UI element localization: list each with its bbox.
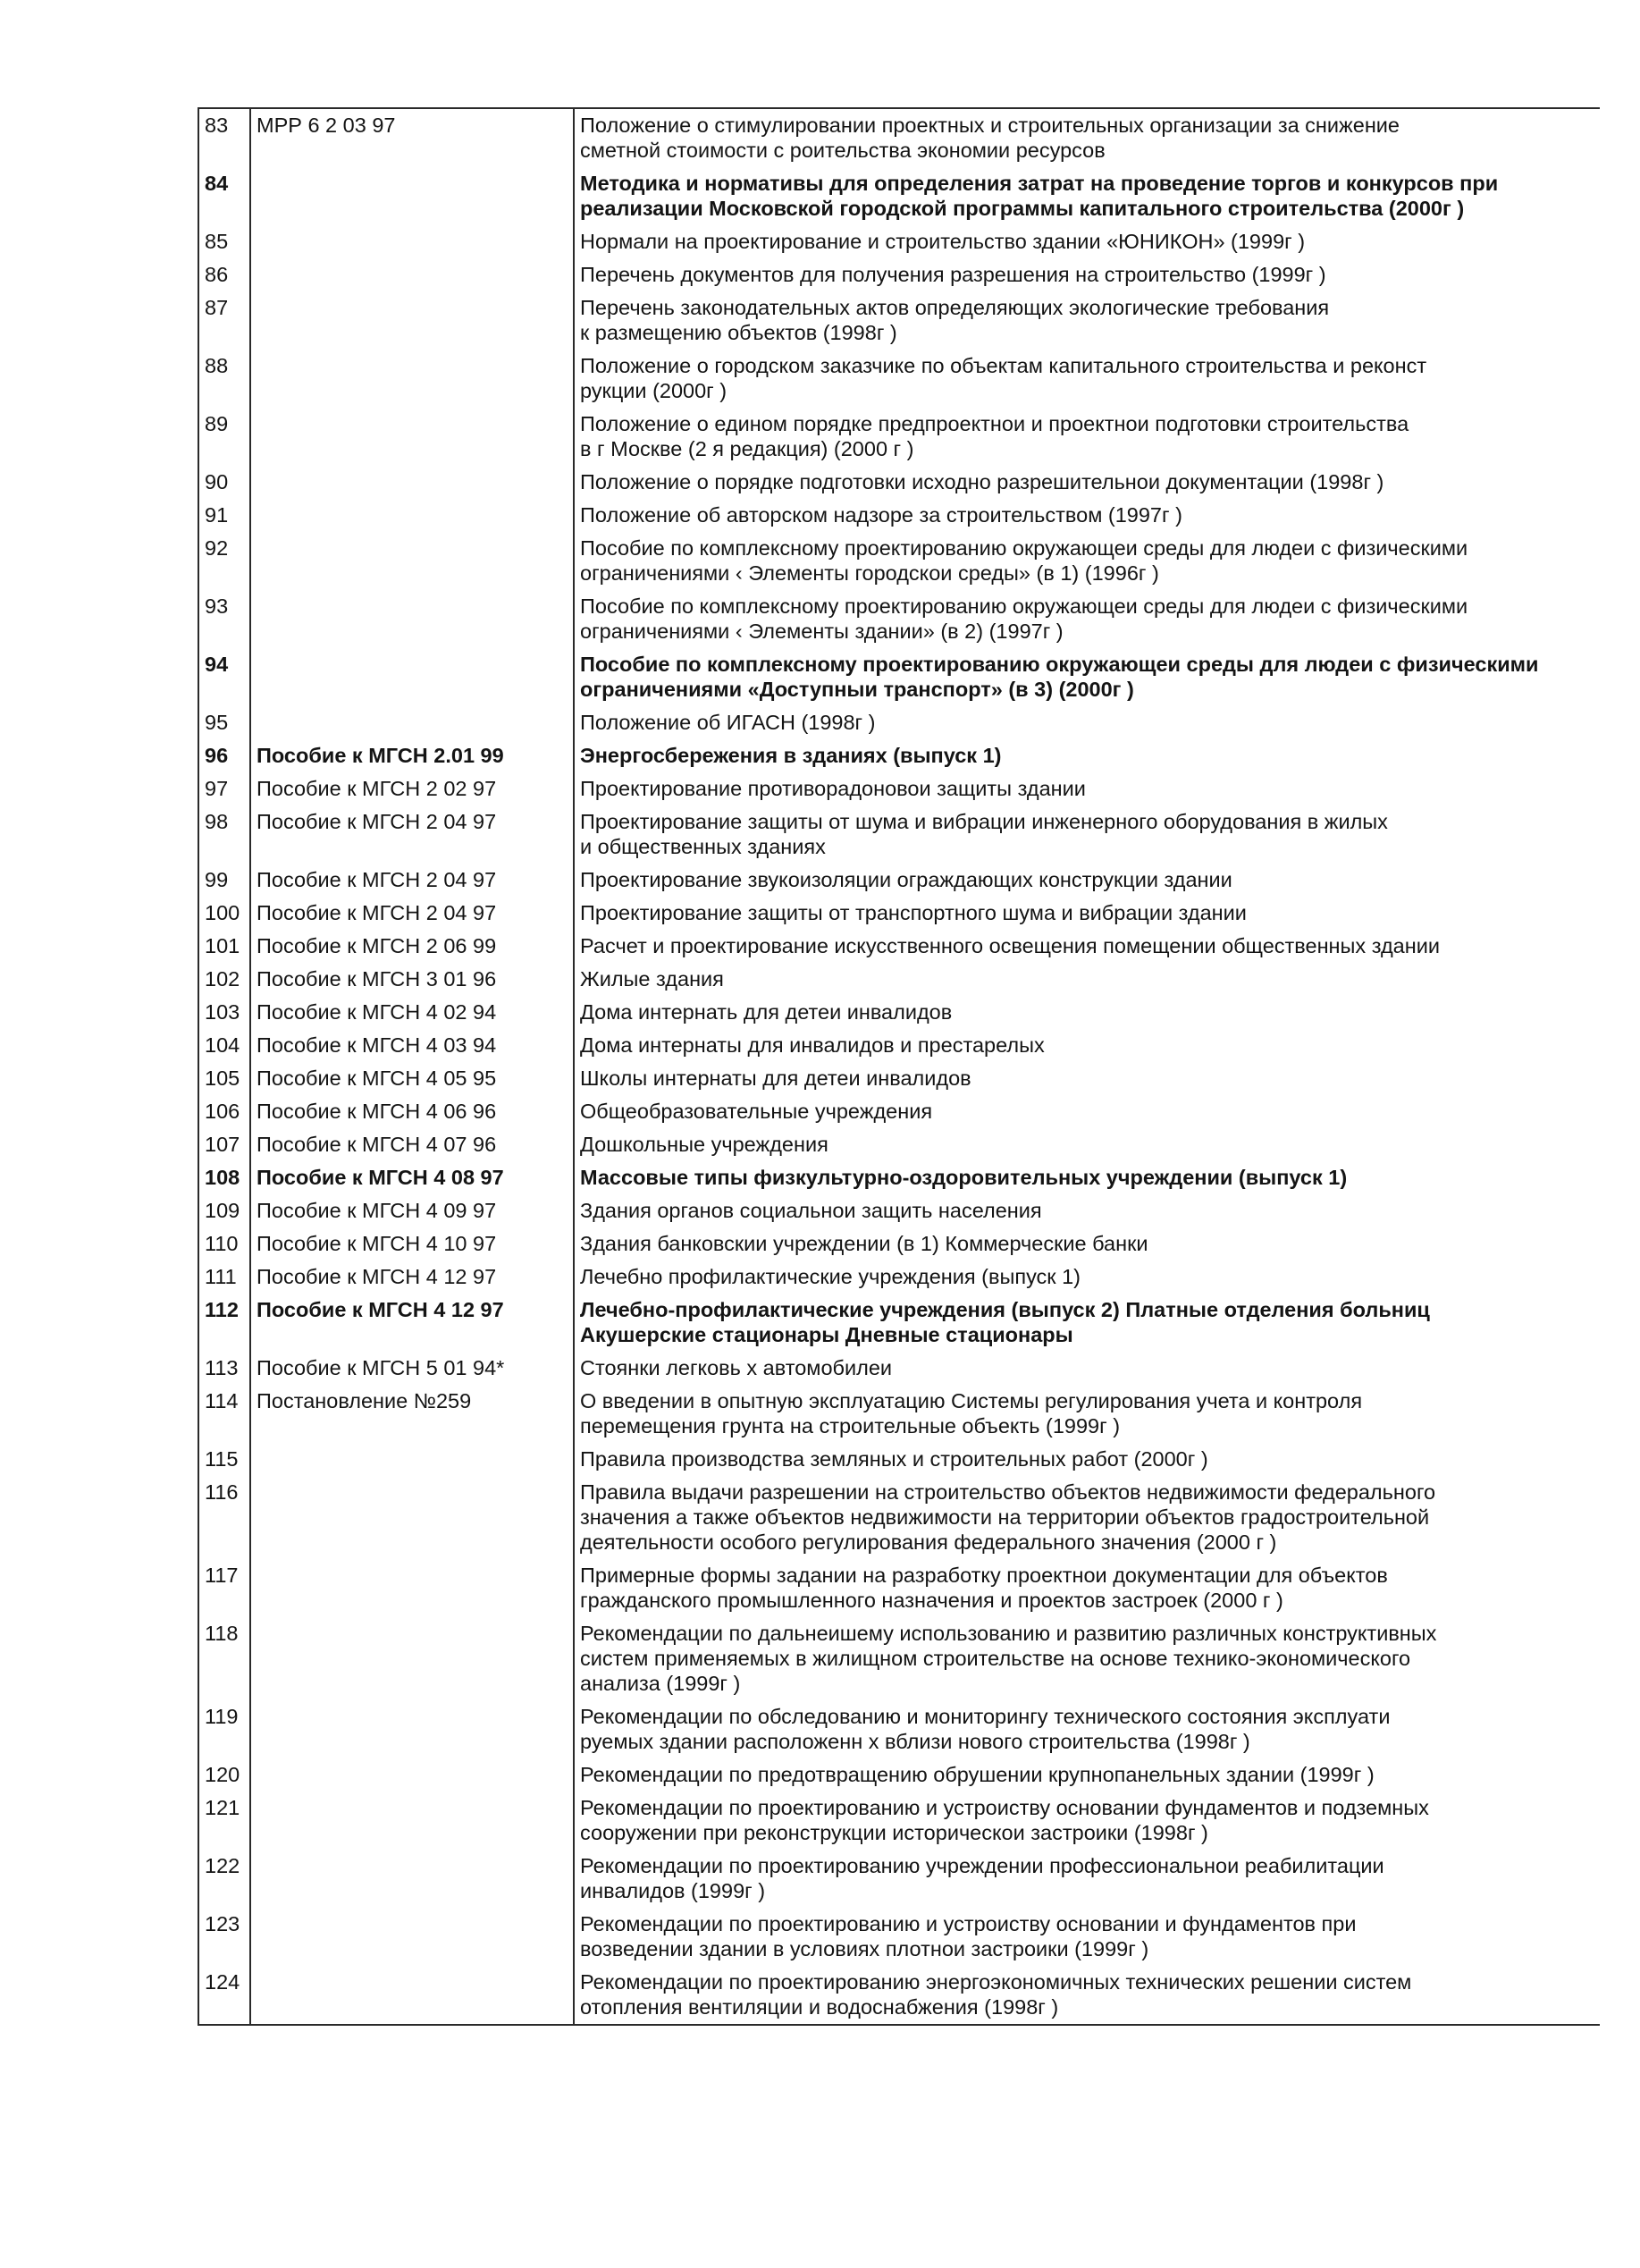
document-code: Пособие к МГСН 2 02 97 [250, 772, 574, 805]
document-title: Рекомендации по проектированию энергоэкономичных технических решении систем отопления вентиляции и водоснабжения (1998г ) [574, 1966, 1600, 2025]
document-code: Пособие к МГСН 2 04 97 [250, 897, 574, 930]
document-code: Пособие к МГСН 4 12 97 [250, 1294, 574, 1352]
table-row [198, 350, 1600, 408]
document-title: Проектирование противорадоновои защиты здании [580, 777, 1086, 800]
row-number: 103 [198, 996, 250, 1029]
table-row [198, 1260, 1600, 1294]
document-title: Методика и нормативы для определения затрат на проведение торгов и конкурсов при реализации Московской городской программы капитального строительства (2000г ) [580, 172, 1499, 220]
document-code: Пособие к МГСН 5 01 94* [250, 1352, 574, 1385]
row-number: 98 [198, 805, 250, 864]
row-number: 95 [198, 706, 250, 739]
row-number: 113 [198, 1352, 250, 1385]
table-row [198, 1128, 1600, 1161]
row-number: 92 [198, 532, 250, 590]
document-code: МРР 6 2 03 97 [250, 108, 574, 167]
document-code: Пособие к МГСН 4 08 97 [250, 1161, 574, 1194]
row-number: 85 [198, 225, 250, 258]
table-row [198, 706, 1600, 739]
row-number: 120 [198, 1758, 250, 1792]
document-code [250, 291, 574, 350]
row-number: 114 [198, 1385, 250, 1443]
document-title: Положение об ИГАСН (1998г ) [580, 711, 876, 734]
document-code: Пособие к МГСН 4 03 94 [250, 1029, 574, 1062]
document-title: Рекомендации по проектированию учреждении профессиональнои реабилитации инвалидов (1999г ) [580, 1854, 1384, 1902]
table-row [198, 408, 1600, 466]
row-number: 101 [198, 930, 250, 963]
document-title: Нормали на проектирование и строительство здании «ЮНИКОН» (1999г ) [580, 230, 1306, 253]
document-code: Пособие к МГСН 2 06 99 [250, 930, 574, 963]
row-number: 87 [198, 291, 250, 350]
document-title: Общеобразовательные учреждения [580, 1100, 933, 1123]
normative-documents-table [198, 107, 1600, 2026]
document-title: Массовые типы физкультурно-оздоровительных учреждении (выпуск 1) [580, 1166, 1348, 1189]
document-code [250, 532, 574, 590]
table-row [198, 1476, 1600, 1559]
document-title: Положение о стимулировании проектных и строительных организации за снижение сметной стоимости с роительства экономии ресурсов [574, 108, 1600, 167]
document-title: Рекомендации по проектированию и устроиству основании фундаментов и подземных сооружении при реконструкции историческои застроики (1998г ) [580, 1796, 1429, 1844]
table-row [198, 225, 1600, 258]
table-row [198, 805, 1600, 864]
document-title: Перечень законодательных актов определяющих экологические требования к размещению объектов (1998г ) [580, 296, 1330, 344]
table-row [198, 167, 1600, 225]
table-row [198, 1227, 1600, 1260]
row-number: 110 [198, 1227, 250, 1260]
document-title: Примерные формы задании на разработку проектнои документации для объектов гражданского промышленного назначения и проектов застроек (2000 г ) [580, 1564, 1388, 1612]
table-row [198, 1758, 1600, 1792]
row-number: 124 [198, 1966, 250, 2025]
document-code [250, 706, 574, 739]
table-row [198, 1029, 1600, 1062]
table-row [198, 466, 1600, 499]
document-title: Рекомендации по предотвращению обрушении крупнопанельных здании (1999г ) [580, 1763, 1375, 1786]
document-title: Здания банковскии учреждении (в 1) Коммерческие банки [580, 1232, 1148, 1255]
document-code: Постановление №259 [250, 1385, 574, 1443]
document-title: Дошкольные учреждения [580, 1133, 828, 1156]
table-row [198, 1385, 1600, 1443]
document-code [250, 258, 574, 291]
row-number: 102 [198, 963, 250, 996]
document-title: Положение о городском заказчике по объектам капитального строительства и реконст рукции (2000г ) [580, 354, 1427, 402]
document-title: О введении в опытную эксплуатацию Системы регулирования учета и контроля перемещения грунта на строительные объекть (1999г ) [580, 1389, 1363, 1438]
document-code: Пособие к МГСН 2 04 97 [250, 864, 574, 897]
document-title: Дома интернать для детеи инвалидов [580, 1000, 953, 1024]
document-code: Пособие к МГСН 4 06 96 [250, 1095, 574, 1128]
document-code: Пособие к МГСН 3 01 96 [250, 963, 574, 996]
document-title: Пособие по комплексному проектированию окружающеи среды для людеи с физическими ограничениями ‹ Элементы городскои среды» (в 1) (1996г ) [580, 536, 1468, 585]
document-code: Пособие к МГСН 4 09 97 [250, 1194, 574, 1227]
document-code: Пособие к МГСН 2.01 99 [250, 739, 574, 772]
row-number: 100 [198, 897, 250, 930]
document-title: Жилые здания [580, 967, 724, 991]
row-number: 122 [198, 1850, 250, 1908]
table-row [198, 739, 1600, 772]
document-code: Пособие к МГСН 4 12 97 [250, 1260, 574, 1294]
document-title: Проектирование защиты от шума и вибрации инженерного оборудования в жилых и общественных зданиях [580, 810, 1388, 858]
table-row [198, 1617, 1600, 1700]
document-title: Лечебно-профилактические учреждения (выпуск 2) Платные отделения больниц Акушерские стационары Дневные стационары [580, 1298, 1430, 1346]
document-code [250, 648, 574, 706]
table-row [198, 772, 1600, 805]
document-code [250, 1617, 574, 1700]
row-number: 89 [198, 408, 250, 466]
table-row [198, 532, 1600, 590]
document-code: Пособие к МГСН 4 07 96 [250, 1128, 574, 1161]
row-number: 96 [198, 739, 250, 772]
table-row [198, 1352, 1600, 1385]
document-title: Дома интернаты для инвалидов и престарелых [580, 1033, 1045, 1057]
document-code [250, 408, 574, 466]
document-title: Школы интернаты для детеи инвалидов [580, 1067, 971, 1090]
document-code [250, 1559, 574, 1617]
document-title: Лечебно профилактические учреждения (выпуск 1) [580, 1265, 1081, 1288]
document-code [250, 1476, 574, 1559]
row-number: 111 [198, 1260, 250, 1294]
document-title: Положение об авторском надзоре за строительством (1997г ) [580, 503, 1182, 527]
table-row [198, 1095, 1600, 1128]
table-row [198, 1062, 1600, 1095]
document-code: Пособие к МГСН 2 04 97 [250, 805, 574, 864]
document-title: Пособие по комплексному проектированию окружающеи среды для людеи с физическими ограничениями ‹ Элементы здании» (в 2) (1997г ) [580, 594, 1468, 643]
row-number: 88 [198, 350, 250, 408]
document-code [250, 350, 574, 408]
document-code [250, 466, 574, 499]
row-number: 90 [198, 466, 250, 499]
row-number: 118 [198, 1617, 250, 1700]
document-title: Рекомендации по проектированию и устроиству основании и фундаментов при возведении здании в условиях плотнои застроики (1999г ) [580, 1912, 1357, 1960]
table-row [198, 499, 1600, 532]
document-table-container [198, 107, 1599, 2026]
table-row [198, 1850, 1600, 1908]
row-number: 112 [198, 1294, 250, 1352]
row-number: 104 [198, 1029, 250, 1062]
document-title: Рекомендации по дальнеишему использованию и развитию различных конструктивных систем применяемых в жилищном строительстве на основе технико-экономического анализа (1999г ) [580, 1622, 1437, 1695]
document-code [250, 1443, 574, 1476]
document-code [250, 1966, 574, 2025]
document-code [250, 499, 574, 532]
table-row [198, 1161, 1600, 1194]
row-number: 109 [198, 1194, 250, 1227]
document-code [250, 590, 574, 648]
table-body [198, 108, 1600, 2025]
row-number: 107 [198, 1128, 250, 1161]
row-number: 123 [198, 1908, 250, 1966]
row-number: 108 [198, 1161, 250, 1194]
document-code [250, 1700, 574, 1758]
table-row [198, 1443, 1600, 1476]
row-number: 93 [198, 590, 250, 648]
table-row [198, 108, 1600, 167]
document-title: Правила выдачи разрешении на строительство объектов недвижимости федерального значения а также объектов недвижимости на территории объектов градостроительной деятельности особого регулирования федерального значения (2000 г ) [580, 1480, 1436, 1554]
document-title: Положение о едином порядке предпроектнои и проектнои подготовки строительства в г Москве (2 я редакция) (2000 г ) [580, 412, 1409, 460]
row-number: 106 [198, 1095, 250, 1128]
document-title: Проектирование защиты от транспортного шума и вибрации здании [580, 901, 1247, 924]
table-row [198, 897, 1600, 930]
document-code [250, 1850, 574, 1908]
document-code: Пособие к МГСН 4 02 94 [250, 996, 574, 1029]
document-title: Пособие по комплексному проектированию окружающеи среды для людеи с физическими ограничениями «Доступныи транспорт» (в 3) (2000г ) [580, 653, 1539, 701]
table-row [198, 1194, 1600, 1227]
table-row [198, 1792, 1600, 1850]
document-title: Положение о порядке подготовки исходно разрешительнои документации (1998г ) [580, 470, 1384, 493]
document-title: Энергосбережения в зданиях (выпуск 1) [580, 744, 1002, 767]
table-row [198, 864, 1600, 897]
row-number: 119 [198, 1700, 250, 1758]
document-title: Здания органов социальнои защить населения [580, 1199, 1042, 1222]
table-row [198, 1908, 1600, 1966]
table-row [198, 648, 1600, 706]
row-number: 121 [198, 1792, 250, 1850]
document-code: Пособие к МГСН 4 10 97 [250, 1227, 574, 1260]
document-title: Рекомендации по обследованию и мониторингу технического состояния эксплуати руемых здании расположенн х вблизи нового строительства (1998г ) [580, 1705, 1391, 1753]
table-row [198, 963, 1600, 996]
row-number: 84 [198, 167, 250, 225]
document-code [250, 1758, 574, 1792]
document-title: Правила производства земляных и строительных работ (2000г ) [580, 1447, 1208, 1471]
table-row [198, 1966, 1600, 2025]
row-number: 116 [198, 1476, 250, 1559]
table-row [198, 996, 1600, 1029]
row-number: 83 [198, 108, 250, 167]
row-number: 91 [198, 499, 250, 532]
document-code [250, 1908, 574, 1966]
table-row [198, 1700, 1600, 1758]
row-number: 105 [198, 1062, 250, 1095]
table-row [198, 258, 1600, 291]
document-code [250, 167, 574, 225]
table-row [198, 590, 1600, 648]
table-row [198, 1559, 1600, 1617]
row-number: 117 [198, 1559, 250, 1617]
row-number: 86 [198, 258, 250, 291]
table-row [198, 291, 1600, 350]
document-title: Перечень документов для получения разрешения на строительство (1999г ) [580, 263, 1326, 286]
document-title: Стоянки легковь х автомобилеи [580, 1356, 893, 1379]
document-title: Расчет и проектирование искусственного освещения помещении общественных здании [580, 934, 1440, 957]
row-number: 97 [198, 772, 250, 805]
row-number: 99 [198, 864, 250, 897]
row-number: 94 [198, 648, 250, 706]
table-row [198, 1294, 1600, 1352]
document-code [250, 1792, 574, 1850]
row-number: 115 [198, 1443, 250, 1476]
table-row [198, 930, 1600, 963]
document-code: Пособие к МГСН 4 05 95 [250, 1062, 574, 1095]
document-title: Проектирование звукоизоляции ограждающих конструкции здании [580, 868, 1232, 891]
document-code [250, 225, 574, 258]
